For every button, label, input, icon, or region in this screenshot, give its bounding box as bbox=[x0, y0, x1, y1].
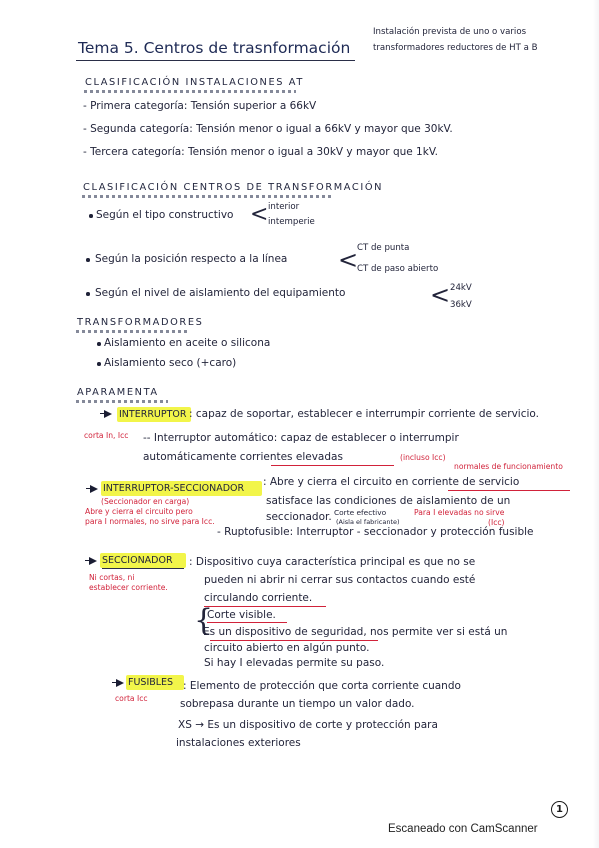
ct-aislamiento-option-1: 24kV bbox=[450, 283, 472, 293]
subtitle-line-1: Instalación prevista de uno o varios bbox=[373, 27, 527, 37]
red-underline bbox=[271, 465, 394, 466]
red-underline bbox=[448, 490, 570, 491]
seccionador-text-3: circulando corriente. bbox=[204, 592, 313, 604]
corte-efectivo-note: Corte efectivo bbox=[334, 508, 387, 517]
arrow-bullet-icon bbox=[116, 679, 124, 687]
heading-underline bbox=[76, 400, 168, 403]
arrow-bullet-icon bbox=[89, 557, 97, 565]
interruptor-sub-note: (incluso Icc) bbox=[400, 453, 446, 462]
heading-underline bbox=[84, 90, 296, 93]
ct-tipo-option-2: intemperie bbox=[268, 217, 315, 227]
interruptor-seccionador-red-note: Para I elevadas no sirve bbox=[414, 508, 505, 517]
bullet-dot bbox=[86, 258, 90, 262]
page-number: 1 bbox=[551, 801, 568, 818]
ct-posicion-label: Según la posición respecto a la línea bbox=[95, 253, 288, 265]
brace-icon: { bbox=[194, 603, 214, 638]
interruptor-seccionador-top-note: normales de funcionamiento bbox=[454, 462, 563, 471]
scanner-footer: Escaneado con CamScanner bbox=[388, 823, 538, 835]
arrow-bullet-icon bbox=[104, 410, 112, 418]
transformadores-item-1: Aislamiento en aceite o silicona bbox=[104, 337, 271, 349]
interruptor-sub-line-2: automáticamente corrientes elevadas bbox=[143, 451, 343, 463]
interruptor-seccionador-side-line-2: para I normales, no sirve para Icc. bbox=[85, 517, 215, 526]
interruptor-seccionador-side-line-1: Abre y cierra el circuito pero bbox=[85, 507, 193, 516]
fusibles-text-3: XS → Es un dispositivo de corte y protección para bbox=[178, 719, 438, 731]
page-title: Tema 5. Centros de trasnformación bbox=[78, 39, 351, 57]
ct-aislamiento-label: Según el nivel de aislamiento del equipamiento bbox=[95, 287, 346, 299]
interruptor-seccionador-text-2: satisface las condiciones de aislamiento de un bbox=[266, 495, 511, 507]
ct-posicion-option-1: CT de punta bbox=[357, 243, 410, 253]
bullet-dot bbox=[97, 362, 101, 366]
transformadores-item-2: Aislamiento seco (+caro) bbox=[104, 357, 237, 369]
interruptor-side-note: corta In, Icc bbox=[84, 431, 129, 440]
brace-icon: < bbox=[430, 281, 451, 309]
interruptor-seccionador-label: INTERRUPTOR-SECCIONADOR bbox=[103, 483, 245, 494]
interruptor-sub-line-1: -- Interruptor automático: capaz de establecer o interrumpir bbox=[143, 432, 459, 444]
maniobra-note: (Aisla el fabricante) bbox=[336, 518, 400, 526]
at-item-1: - Primera categoría: Tensión superior a 66kV bbox=[83, 100, 317, 112]
brace-icon: < bbox=[338, 246, 359, 274]
at-item-2: - Segunda categoría: Tensión menor o igual a 66kV y mayor que 30kV. bbox=[83, 123, 453, 135]
bullet-dot bbox=[97, 342, 101, 346]
seccionador-side-line-2: establecer corriente. bbox=[89, 583, 168, 592]
seccionador-label: SECCIONADOR bbox=[102, 555, 173, 566]
seccionador-text-1: : Dispositivo cuya característica principal es que no se bbox=[189, 556, 476, 568]
ct-tipo-option-1: interior bbox=[268, 202, 300, 212]
ct-aislamiento-option-2: 36kV bbox=[450, 300, 472, 310]
section-heading-aparamenta: APARAMENTA bbox=[77, 387, 159, 398]
section-heading-clasificacion-ct: CLASIFICACIÓN CENTROS DE TRANSFORMACIÓN bbox=[83, 182, 384, 193]
seccionador-bullet-1: Corte visible. bbox=[207, 609, 276, 621]
interruptor-seccionador-side-label: (Seccionador en carga) bbox=[101, 497, 190, 506]
red-underline bbox=[207, 622, 287, 623]
red-underline bbox=[210, 640, 378, 641]
seccionador-side-line-1: Ni cortas, ni bbox=[89, 573, 135, 582]
label-underline bbox=[102, 568, 184, 569]
interruptor-seccionador-text-1: : Abre y cierra el circuito en corriente de servicio bbox=[263, 476, 520, 488]
fusibles-text-1: : Elemento de protección que corta corriente cuando bbox=[183, 680, 461, 692]
ruptofusible-line: - Ruptofusible: Interruptor - seccionador y protección fusible bbox=[217, 526, 534, 538]
bullet-dot bbox=[89, 214, 93, 218]
at-item-3: - Tercera categoría: Tensión menor o igual a 30kV y mayor que 1kV. bbox=[83, 146, 438, 158]
title-underline bbox=[76, 60, 355, 61]
page-edge-shadow bbox=[593, 0, 599, 848]
section-heading-clasificacion-at: CLASIFICACIÓN INSTALACIONES AT bbox=[85, 77, 304, 88]
brace-icon: < bbox=[250, 202, 269, 227]
fusibles-text-4: instalaciones exteriores bbox=[176, 737, 301, 749]
fusibles-label: FUSIBLES bbox=[128, 677, 174, 688]
bullet-dot bbox=[86, 292, 90, 296]
fusibles-text-2: sobrepasa durante un tiempo un valor dado. bbox=[180, 698, 415, 710]
interruptor-text: : capaz de soportar, establecer e interrumpir corriente de servicio. bbox=[189, 408, 539, 420]
icc-note: (Icc) bbox=[488, 518, 505, 527]
section-heading-transformadores: TRANSFORMADORES bbox=[77, 317, 204, 328]
seccionador-bullet-3: circuito abierto en algún punto. bbox=[204, 642, 370, 654]
seccionador-bullet-4: Si hay I elevadas permite su paso. bbox=[204, 657, 385, 669]
seccionador-bullet-2: Es un dispositivo de seguridad, nos permite ver si está un bbox=[203, 626, 508, 638]
interruptor-label: INTERRUPTOR bbox=[119, 409, 187, 420]
heading-underline bbox=[76, 330, 188, 333]
interruptor-seccionador-text-3: seccionador. bbox=[266, 511, 332, 523]
fusibles-side-note: corta Icc bbox=[115, 694, 148, 703]
subtitle-line-2: transformadores reductores de HT a B bbox=[373, 43, 538, 53]
red-underline bbox=[204, 606, 326, 607]
ct-posicion-option-2: CT de paso abierto bbox=[357, 264, 439, 274]
heading-underline bbox=[82, 195, 334, 198]
seccionador-text-2: pueden ni abrir ni cerrar sus contactos cuando esté bbox=[204, 574, 476, 586]
arrow-bullet-icon bbox=[90, 485, 98, 493]
ct-tipo-label: Según el tipo constructivo bbox=[96, 209, 234, 221]
